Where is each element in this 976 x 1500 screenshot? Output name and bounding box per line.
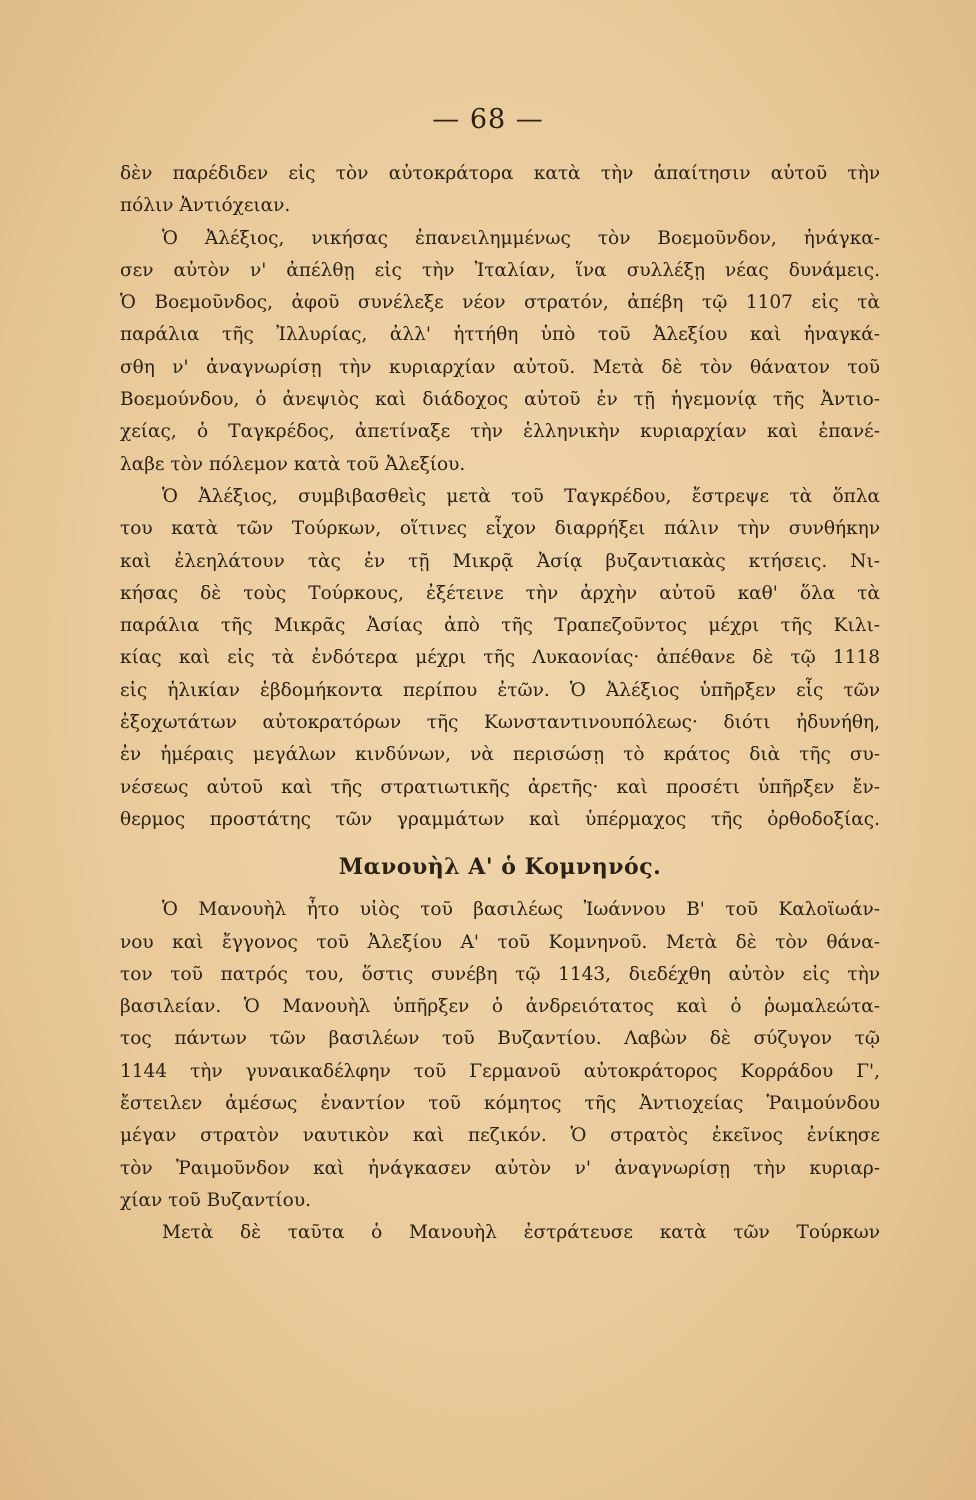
text-line: ἐξοχωτάτων αὐτοκρατόρων τῆς Κωνσταντινουπόλεως· διότι ἠδυνήθη,	[120, 712, 880, 734]
text-line: καὶ ἐλεηλάτουν τὰς ἐν τῇ Μικρᾷ Ἀσίᾳ βυζαντιακὰς κτήσεις. Νι-	[120, 550, 880, 572]
text-line: σεν αὐτὸν ν' ἀπέλθῃ εἰς τὴν Ἰταλίαν, ἵνα συλλέξῃ νέας δυνάμεις.	[120, 259, 880, 281]
text-line: τος πάντων τῶν βασιλέων τοῦ Βυζαντίου. Λαβὼν δὲ σύζυγον τῷ	[120, 1028, 880, 1050]
text-line: πόλιν Ἀντιόχειαν.	[120, 195, 291, 217]
text-line: τον τοῦ πατρός του, ὅστις συνέβη τῷ 1143, διεδέχθη αὐτὸν εἰς τὴν	[120, 963, 880, 985]
text-line: Ὁ Βοεμοῦνδος, ἀφοῦ συνέλεξε νέον στρατόν, ἀπέβη τῷ 1107 εἰς τὰ	[120, 292, 880, 314]
text-line: Ὁ Ἀλέξιος, συμβιβασθεὶς μετὰ τοῦ Ταγκρέδου, ἔστρεψε τὰ ὅπλα	[162, 485, 880, 507]
text-line: Ὁ Ἀλέξιος, νικήσας ἐπανειλημμένως τὸν Βοεμοῦνδον, ἠνάγκα-	[162, 227, 880, 249]
text-line: 1144 τὴν γυναικαδέλφην τοῦ Γερμανοῦ αὐτοκράτορος Κορράδου Γ',	[120, 1060, 880, 1082]
text-line: σθη ν' ἀναγνωρίσῃ τὴν κυριαρχίαν αὐτοῦ. Μετὰ δὲ τὸν θάνατον τοῦ	[120, 356, 880, 378]
text-line: θερμος προστάτης τῶν γραμμάτων καὶ ὑπέρμαχος τῆς ὀρθοδοξίας.	[120, 808, 880, 830]
text-line: νου καὶ ἔγγονος τοῦ Ἀλεξίου Α' τοῦ Κομνηνοῦ. Μετὰ δὲ τὸν θάνα-	[120, 931, 880, 953]
text-line: ἐν ἡμέραις μεγάλων κινδύνων, νὰ περισώσῃ τὸ κράτος διὰ τῆς συ-	[120, 744, 880, 766]
text-line: Μετὰ δὲ ταῦτα ὁ Μανουὴλ ἐστράτευσε κατὰ τῶν Τούρκων	[162, 1222, 880, 1244]
text-line: τὸν Ῥαιμοῦνδον καὶ ἠνάγκασεν αὐτὸν ν' ἀναγνωρίσῃ τὴν κυριαρ-	[120, 1157, 880, 1179]
text-line: μέγαν στρατὸν ναυτικὸν καὶ πεζικόν. Ὁ στρατὸς ἐκεῖνος ἐνίκησε	[120, 1125, 880, 1147]
text-line: λαβε τὸν πόλεμον κατὰ τοῦ Ἀλεξίου.	[120, 453, 466, 475]
text-line: εἰς ἡλικίαν ἑβδομήκοντα περίπου ἐτῶν. Ὁ Ἀλέξιος ὑπῆρξεν εἷς τῶν	[120, 679, 880, 701]
text-line: δὲν παρέδιδεν εἰς τὸν αὐτοκράτορα κατὰ τὴν ἀπαίτησιν αὐτοῦ τὴν	[120, 163, 880, 184]
text-line: του κατὰ τῶν Τούρκων, οἵτινες εἶχον διαρρήξει πάλιν τὴν συνθήκην	[120, 518, 880, 540]
text-line: βασιλείαν. Ὁ Μανουὴλ ὑπῆρξεν ὁ ἀνδρειότατος καὶ ὁ ῥωμαλεώτα-	[120, 996, 880, 1018]
text-line: χίαν τοῦ Βυζαντίου.	[120, 1189, 311, 1211]
section-heading: Μανουὴλ Α' ὁ Κομνηνός.	[338, 854, 662, 881]
text-line: κήσας δὲ τοὺς Τούρκους, ἐξέτεινε τὴν ἀρχὴν αὐτοῦ καθ' ὅλα τὰ	[120, 582, 880, 604]
text-line: νέσεως αὐτοῦ καὶ τῆς στρατιωτικῆς ἀρετῆς· καὶ προσέτι ὑπῆρξεν ἔν-	[120, 776, 880, 798]
text-line: παράλια τῆς Ἰλλυρίας, ἀλλ' ἡττήθη ὑπὸ τοῦ Ἀλεξίου καὶ ἠναγκά-	[120, 324, 880, 346]
page-number: — 68 —	[432, 104, 544, 135]
body-text	[120, 158, 880, 1250]
text-line: χείας, ὁ Ταγκρέδος, ἀπετίναξε τὴν ἑλληνικὴν κυριαρχίαν καὶ ἐπανέ-	[120, 421, 880, 443]
text-line: παράλια τῆς Μικρᾶς Ἀσίας ἀπὸ τῆς Τραπεζοῦντος μέχρι τῆς Κιλι-	[120, 615, 880, 637]
text-line: Ὁ Μανουὴλ ἦτο υἱὸς τοῦ βασιλέως Ἰωάννου Β' τοῦ Καλοϊωάν-	[162, 899, 880, 921]
text-line: Βοεμούνδου, ὁ ἀνεψιὸς καὶ διάδοχος αὐτοῦ ἐν τῇ ἡγεμονίᾳ τῆς Ἀντιο-	[120, 389, 880, 411]
text-line: κίας καὶ εἰς τὰ ἐνδότερα μέχρι τῆς Λυκαονίας· ἀπέθανε δὲ τῷ 1118	[120, 647, 880, 669]
text-line: ἔστειλεν ἀμέσως ἐναντίον τοῦ κόμητος τῆς Ἀντιοχείας Ῥαιμούνδου	[120, 1093, 880, 1115]
